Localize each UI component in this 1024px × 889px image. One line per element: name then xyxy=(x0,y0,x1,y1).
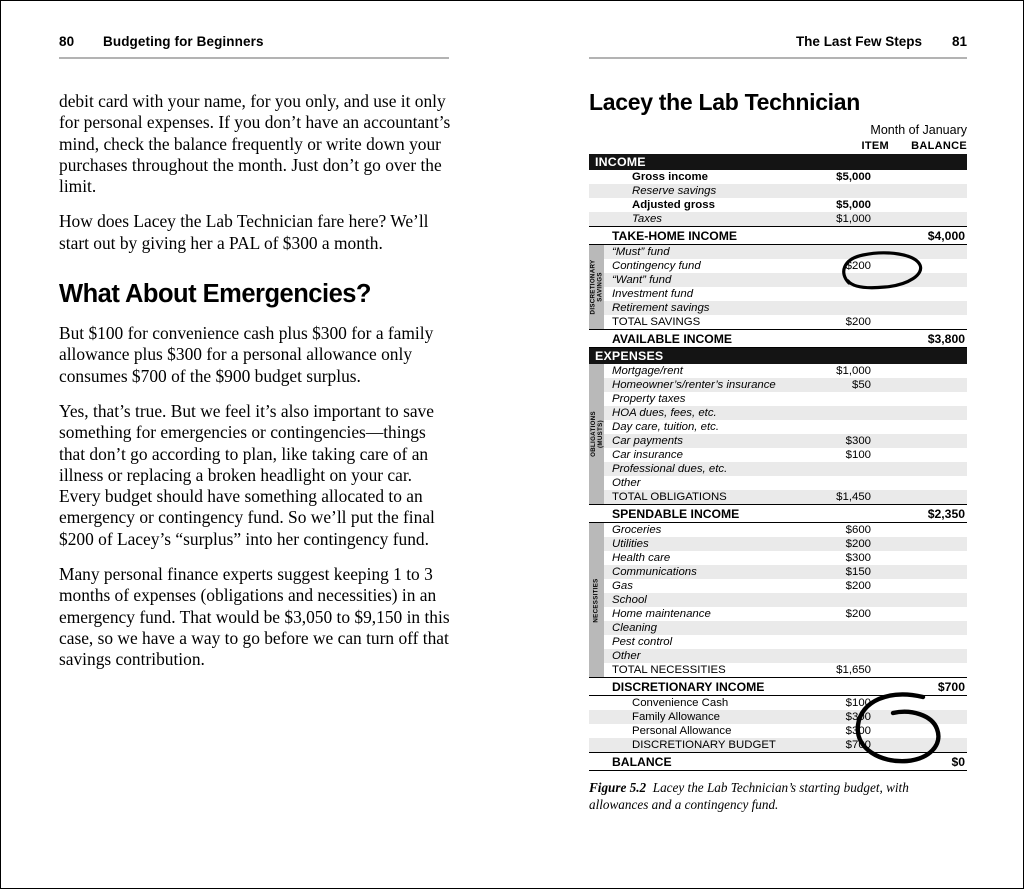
gutter xyxy=(589,724,604,738)
figure-caption-label: Figure 5.2 xyxy=(589,780,647,795)
row-label: Retirement savings xyxy=(612,302,710,314)
table-row xyxy=(589,378,967,392)
left-page-body xyxy=(59,91,451,685)
table-row xyxy=(589,364,967,378)
figure-caption-text: Lacey the Lab Technician’s starting budget, with allowances and a contingency fund. xyxy=(589,780,909,812)
paragraph: Yes, that’s true. But we feel it’s also important to save something for emergencies or contingencies—things that don’t go according to plan, like taking care of an illness or replacing a broken headlight on your car. Every budget should have something allocated to an emergency or contingency fund. So we’ll put the final $200 of Lacey’s “surplus” into her contingency fund. xyxy=(59,400,435,549)
side-label-necessities-group xyxy=(589,523,604,677)
row-label: Personal Allowance xyxy=(632,725,732,737)
table-row xyxy=(589,663,967,677)
row-label: Investment fund xyxy=(612,288,694,300)
row-label: Contingency fund xyxy=(612,260,701,272)
balance-row xyxy=(589,752,967,771)
row-label: “Must” fund xyxy=(612,246,670,258)
gutter xyxy=(589,170,604,184)
right-page xyxy=(589,34,967,813)
total-balance: $2,350 xyxy=(927,506,965,521)
side-label-text: OBLIGATIONS (MUSTS) xyxy=(589,411,604,457)
figure-caption xyxy=(589,780,967,813)
left-page-header xyxy=(59,34,449,59)
row-item-amount: $600 xyxy=(845,524,871,536)
table-row xyxy=(589,420,967,434)
row-label: Health care xyxy=(612,552,671,564)
table-row xyxy=(589,724,967,738)
table-row xyxy=(589,649,967,663)
row-label: Other xyxy=(612,477,641,489)
row-label: HOA dues, fees, etc. xyxy=(612,407,717,419)
total-balance: $0 xyxy=(951,754,965,769)
row-item-amount: $200 xyxy=(845,538,871,550)
row-label: Communications xyxy=(612,566,697,578)
row-item-amount: $1,000 xyxy=(836,213,871,225)
row-label: Car insurance xyxy=(612,449,683,461)
band-label: INCOME xyxy=(595,155,646,169)
page-number-left: 80 xyxy=(59,34,75,49)
total-label: DISCRETIONARY INCOME xyxy=(612,679,765,694)
total-label: BALANCE xyxy=(612,754,672,769)
header-rule-right xyxy=(589,57,967,59)
row-label: Utilities xyxy=(612,538,649,550)
column-header-item: ITEM xyxy=(861,140,889,152)
row-label: Pest control xyxy=(612,636,673,648)
row-label: Other xyxy=(612,650,641,662)
row-item-amount: $150 xyxy=(845,566,871,578)
paragraph: But $100 for convenience cash plus $300 for a family allowance plus $300 for a personal allowance only consumes $700 of the $900 budget surplus. xyxy=(59,323,434,386)
total-balance: $700 xyxy=(937,679,965,694)
section-heading: What About Emergencies? xyxy=(59,280,372,309)
row-item-amount: $200 xyxy=(845,260,871,272)
total-label: TAKE-HOME INCOME xyxy=(612,228,738,243)
row-item-amount: $1,450 xyxy=(836,491,871,503)
side-label-discretionary-savings-group xyxy=(589,245,604,329)
budget-table-title: Lacey the Lab Technician xyxy=(589,89,861,115)
book-title-left: Budgeting for Beginners xyxy=(103,34,264,49)
row-item-amount: $300 xyxy=(845,435,871,447)
obligations-group xyxy=(589,364,967,504)
table-row xyxy=(589,434,967,448)
table-row xyxy=(589,170,967,184)
band-label: EXPENSES xyxy=(595,349,664,363)
row-item-amount: $300 xyxy=(845,711,871,723)
table-row xyxy=(589,537,967,551)
row-label: Gross income xyxy=(632,171,708,183)
column-header-balance: BALANCE xyxy=(911,140,967,152)
row-label: School xyxy=(612,594,647,606)
table-column-headers xyxy=(589,140,967,154)
row-item-amount: $5,000 xyxy=(836,171,871,183)
budget-table xyxy=(589,140,967,771)
available-income-row xyxy=(589,329,967,348)
gutter xyxy=(589,738,604,752)
row-label: TOTAL SAVINGS xyxy=(612,316,701,328)
spacer xyxy=(589,140,801,152)
table-row xyxy=(589,259,967,273)
row-label: Reserve savings xyxy=(632,185,717,197)
discretionary-savings-group xyxy=(589,245,967,329)
chapter-title-right: The Last Few Steps xyxy=(795,34,922,49)
paragraph: How does Lacey the Lab Technician fare here? We’ll start out by giving her a PAL of $300 a month. xyxy=(59,211,429,253)
row-item-amount: $300 xyxy=(845,725,871,737)
table-row xyxy=(589,392,967,406)
row-item-amount: $700 xyxy=(845,739,871,751)
side-label-obligations-group xyxy=(589,364,604,504)
table-row xyxy=(589,621,967,635)
row-label: Property taxes xyxy=(612,393,686,405)
row-item-amount: $300 xyxy=(845,552,871,564)
row-label: Homeowner’s/renter’s insurance xyxy=(612,379,776,391)
month-label: Month of January xyxy=(870,123,967,137)
table-row xyxy=(589,212,967,226)
gutter xyxy=(589,212,604,226)
row-label: Taxes xyxy=(632,213,662,225)
row-label: “Want” fund xyxy=(612,274,672,286)
paragraph: Many personal finance experts suggest keeping 1 to 3 months of expenses (obligations and necessities) in an emergency fund. That would be $3,050 to $9,150 in this case, so we have a way to go before we can turn off that savings contribution. xyxy=(59,564,450,670)
table-row xyxy=(589,476,967,490)
income-band xyxy=(589,154,967,170)
table-row xyxy=(589,301,967,315)
table-row xyxy=(589,593,967,607)
discretionary-income-row xyxy=(589,677,967,696)
row-label: TOTAL NECESSITIES xyxy=(612,664,726,676)
row-item-amount: $200 xyxy=(845,316,871,328)
spendable-income-row xyxy=(589,504,967,523)
running-head-right xyxy=(589,34,967,49)
table-row xyxy=(589,184,967,198)
row-label: Convenience Cash xyxy=(632,697,729,709)
row-label: Mortgage/rent xyxy=(612,365,683,377)
table-row xyxy=(589,198,967,212)
table-row xyxy=(589,315,967,329)
table-row xyxy=(589,551,967,565)
row-label: TOTAL OBLIGATIONS xyxy=(612,491,727,503)
paragraph: debit card with your name, for you only, and use it only for personal expenses. If you don’t have an accountant’s mind, check the balance frequently or write down your purchases throughout the month. Just don’t go over the limit. xyxy=(59,91,451,197)
row-label: Groceries xyxy=(612,524,662,536)
table-row xyxy=(589,287,967,301)
expenses-band xyxy=(589,348,967,364)
table-row xyxy=(589,490,967,504)
table-row xyxy=(589,245,967,259)
row-item-amount: $200 xyxy=(845,608,871,620)
table-row xyxy=(589,406,967,420)
row-label: Professional dues, etc. xyxy=(612,463,728,475)
gutter xyxy=(589,710,604,724)
row-label: Gas xyxy=(612,580,633,592)
total-label: SPENDABLE INCOME xyxy=(612,506,740,521)
row-label: Cleaning xyxy=(612,622,657,634)
table-row xyxy=(589,579,967,593)
page-number-right: 81 xyxy=(951,34,967,49)
take-home-income-row xyxy=(589,226,967,245)
row-label: DISCRETIONARY BUDGET xyxy=(632,739,776,751)
row-item-amount: $1,650 xyxy=(836,664,871,676)
total-balance: $3,800 xyxy=(927,331,965,346)
table-row xyxy=(589,448,967,462)
table-row xyxy=(589,523,967,537)
table-row xyxy=(589,635,967,649)
gutter xyxy=(589,184,604,198)
table-row xyxy=(589,565,967,579)
row-label: Family Allowance xyxy=(632,711,720,723)
table-row xyxy=(589,607,967,621)
row-item-amount: $50 xyxy=(851,379,871,391)
total-balance: $4,000 xyxy=(927,228,965,243)
gutter xyxy=(589,198,604,212)
running-head-left xyxy=(59,34,449,49)
side-label-text: NECESSITIES xyxy=(593,577,600,623)
row-label: Car payments xyxy=(612,435,683,447)
row-label: Day care, tuition, etc. xyxy=(612,421,719,433)
total-label: AVAILABLE INCOME xyxy=(612,331,733,346)
row-item-amount: $1,000 xyxy=(836,365,871,377)
side-label-text: DISCRETIONARY SAVINGS xyxy=(589,259,604,315)
row-item-amount: $100 xyxy=(845,449,871,461)
necessities-group xyxy=(589,523,967,677)
row-item-amount: $200 xyxy=(845,580,871,592)
row-label: Home maintenance xyxy=(612,608,711,620)
table-row xyxy=(589,273,967,287)
table-row xyxy=(589,710,967,724)
table-row xyxy=(589,738,967,752)
row-item-amount: $5,000 xyxy=(836,199,871,211)
row-label: Adjusted gross xyxy=(632,199,715,211)
gutter xyxy=(589,696,604,710)
table-row xyxy=(589,696,967,710)
table-row xyxy=(589,462,967,476)
header-rule-left xyxy=(59,57,449,59)
row-item-amount: $100 xyxy=(845,697,871,709)
